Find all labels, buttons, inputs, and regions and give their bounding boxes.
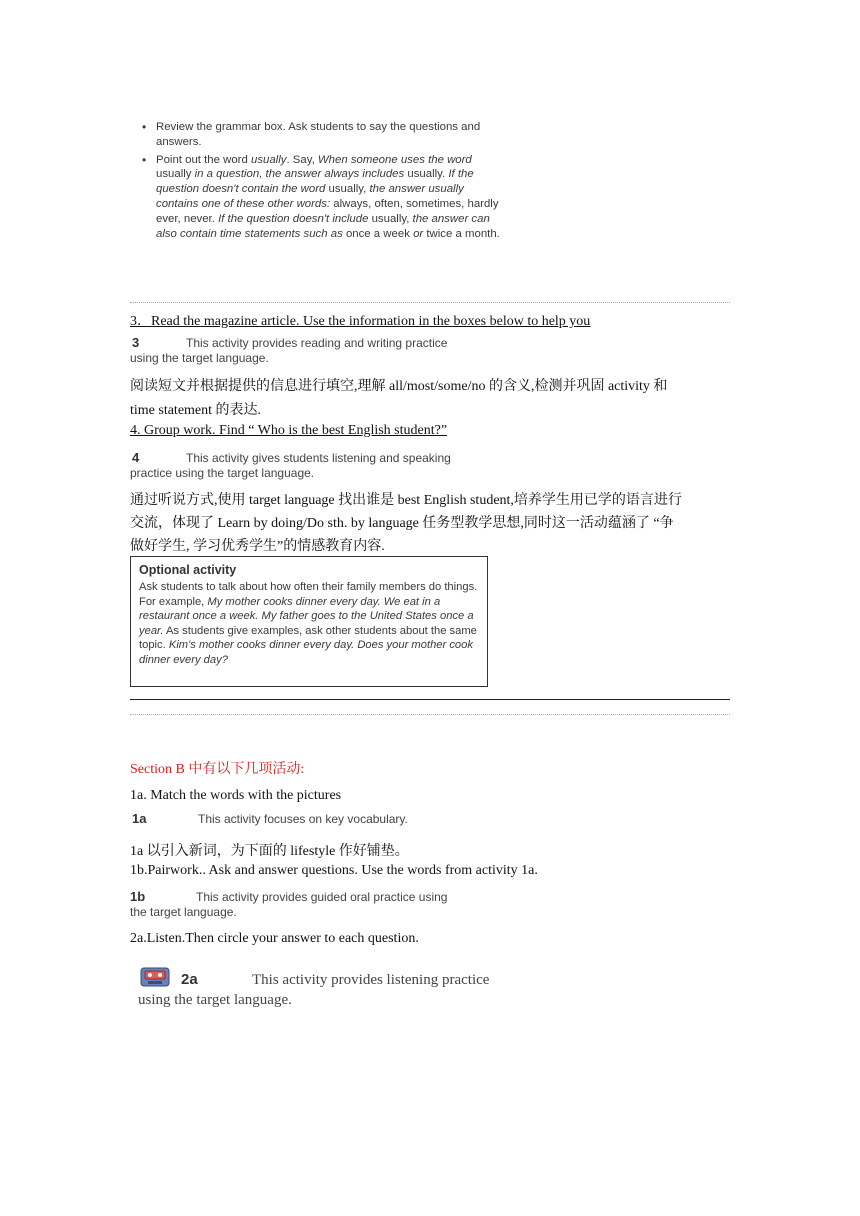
optional-activity-text-part: Ask students to talk about how often their family members do things. For example, <box>139 581 478 608</box>
grammar-text: the answer can also contain time statements such as <box>156 212 490 240</box>
grammar-bullet-2 <box>142 153 502 242</box>
grammar-text: When someone uses the word <box>317 153 472 166</box>
grammar-notes-scan <box>142 120 502 244</box>
grammar-text: usually <box>156 168 195 181</box>
grammar-text: usually, <box>325 183 370 196</box>
grammar-text: If the question doesn't contain the word <box>156 168 474 196</box>
grammar-text: If the question doesn't include <box>218 212 369 225</box>
activity-3-clip-line-2: using the target language. <box>130 351 269 365</box>
activity-4-description-line-2: 交流，体现了 Learn by doing/Do sth. by language 任务型教学思想,同时这一活动蕴涵了 “争 <box>130 516 674 531</box>
optional-activity-example: My mother cooks dinner every day. We eat in a restaurant once a week. My father goes to the United States once a year. <box>139 595 474 637</box>
grammar-text: always, often, sometimes, hardly ever, never. <box>156 197 499 225</box>
optional-activity-box <box>130 556 488 687</box>
activity-1b-clip-number: 1b <box>130 889 146 904</box>
optional-activity-title: Optional activity <box>139 563 237 577</box>
activity-3-clip-number: 3 <box>132 335 140 350</box>
activity-3-description-line-1: 阅读短文并根据提供的信息进行填空,理解 all/most/some/no 的含义,检测并巩固 activity 和 <box>130 379 668 394</box>
activity-3-heading: 3．Read the magazine article. Use the information in the boxes below to help you <box>130 314 591 329</box>
divider-red <box>130 714 730 715</box>
activity-2a-heading: 2a.Listen.Then circle your answer to each question. <box>130 931 419 946</box>
activity-4-clip-line-2: practice using the target language. <box>130 466 315 480</box>
optional-activity-text <box>139 580 479 668</box>
grammar-text: twice a month. <box>423 227 500 240</box>
activity-2a-clip-number: 2a <box>181 971 198 988</box>
section-b-heading: Section B 中有以下几项活动: <box>130 762 305 777</box>
activity-4-description-line-3: 做好学生, 学习优秀学生”的情感教育内容. <box>130 539 385 554</box>
cassette-tape-icon <box>140 966 170 988</box>
grammar-text: . Say, <box>286 153 318 166</box>
divider-blue <box>130 302 730 303</box>
grammar-text: or <box>413 227 424 240</box>
activity-2a-clip-line-1: This activity provides listening practice <box>252 972 490 988</box>
activity-4-heading: 4. Group work. Find “ Who is the best English student?” <box>130 423 448 438</box>
activity-4-clip-line-1: This activity gives students listening and speaking <box>186 451 451 465</box>
grammar-text: the answer usually contains one of these other words: <box>156 183 464 210</box>
grammar-text: in a question, the answer always includes <box>194 168 405 181</box>
divider-black <box>130 699 730 700</box>
activity-1b-clip-line-1: This activity provides guided oral practice using <box>196 890 448 904</box>
activity-2a-clip-line-2: using the target language. <box>138 992 292 1008</box>
activity-1b-clip-line-2: the target language. <box>130 905 237 919</box>
grammar-text: once a week <box>342 227 414 240</box>
activity-1a-description: 1a 以引入新词，为下面的 lifestyle 作好铺垫。 <box>130 844 409 859</box>
activity-1a-heading: 1a. Match the words with the pictures <box>130 788 342 803</box>
activity-1a-clip-number: 1a <box>132 811 147 826</box>
activity-4-clip-number: 4 <box>132 450 140 465</box>
optional-activity-example: Kim's mother cooks dinner every day. Does your mother cook dinner every day? <box>139 639 473 666</box>
activity-3-description-line-2: time statement 的表达. <box>130 403 262 418</box>
activity-3-clip-line-1: This activity provides reading and writing practice <box>186 336 448 350</box>
grammar-text: usually, <box>368 212 413 225</box>
grammar-bullet-1 <box>142 120 502 150</box>
activity-4-description-line-1: 通过听说方式,使用 target language 找出谁是 best English student,培养学生用已学的语言进行 <box>130 493 682 508</box>
optional-activity-text-part: As students give examples, ask other students about the same topic. <box>139 624 477 652</box>
activity-1b-heading: 1b.Pairwork.. Ask and answer questions. Use the words from activity 1a. <box>130 863 538 878</box>
grammar-text: Point out the word <box>156 153 251 166</box>
activity-1a-clip-text: This activity focuses on key vocabulary. <box>198 812 408 826</box>
grammar-bullet-1-text: Review the grammar box. Ask students to say the questions and answers. <box>156 121 481 148</box>
grammar-text: usually. <box>404 168 449 181</box>
grammar-text: usually <box>250 153 287 166</box>
